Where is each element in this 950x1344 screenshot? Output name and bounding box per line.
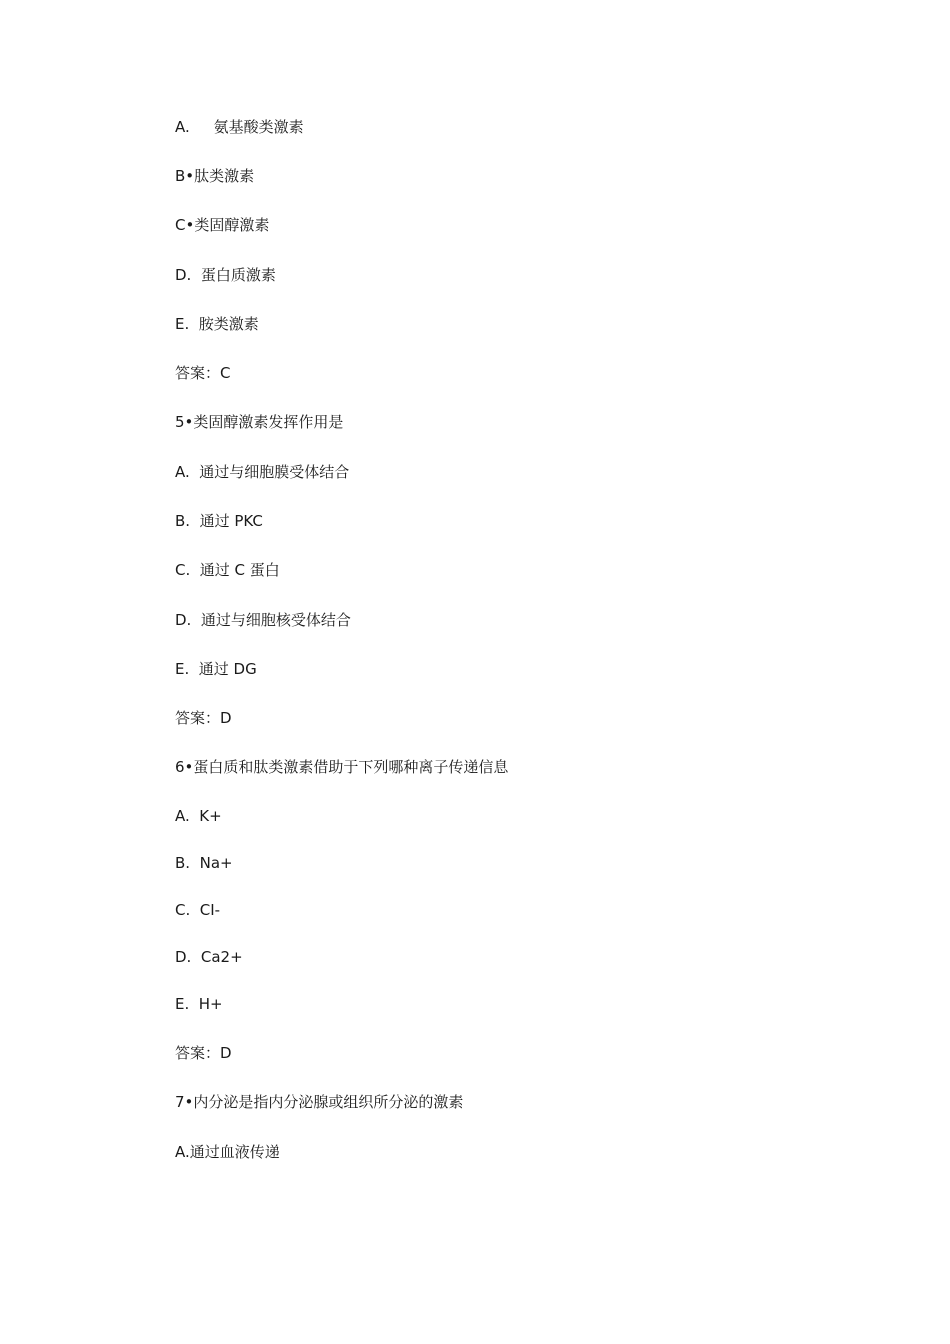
option-line: C•类固醇激素 [175, 216, 270, 234]
answer-line: 答案：D [175, 1044, 232, 1062]
option-line: E. 胺类激素 [175, 315, 259, 333]
option-line: D. 蛋白质激素 [175, 266, 276, 284]
option-line: D. 通过与细胞核受体结合 [175, 611, 351, 629]
option-line: A.通过血液传递 [175, 1143, 280, 1161]
option-line: A. K+ [175, 807, 222, 825]
option-line: E. H+ [175, 995, 223, 1013]
option-line: D. Ca2+ [175, 948, 243, 966]
option-line: B. 通过 PKC [175, 512, 263, 530]
option-line: A. 通过与细胞膜受体结合 [175, 463, 350, 481]
option-line: B. Na+ [175, 854, 233, 872]
option-line: E. 通过 DG [175, 660, 257, 678]
option-line: C. CI- [175, 901, 221, 919]
question-line: 5•类固醇激素发挥作用是 [175, 413, 344, 431]
option-line: A. 氨基酸类激素 [175, 118, 304, 136]
question-line: 7•内分泌是指内分泌腺或组织所分泌的激素 [175, 1093, 464, 1111]
option-line: C. 通过 C 蛋白 [175, 561, 280, 579]
option-line: B•肽类激素 [175, 167, 255, 185]
answer-line: 答案：D [175, 709, 232, 727]
question-line: 6•蛋白质和肽类激素借助于下列哪种离子传递信息 [175, 758, 509, 776]
answer-line: 答案：C [175, 364, 231, 382]
